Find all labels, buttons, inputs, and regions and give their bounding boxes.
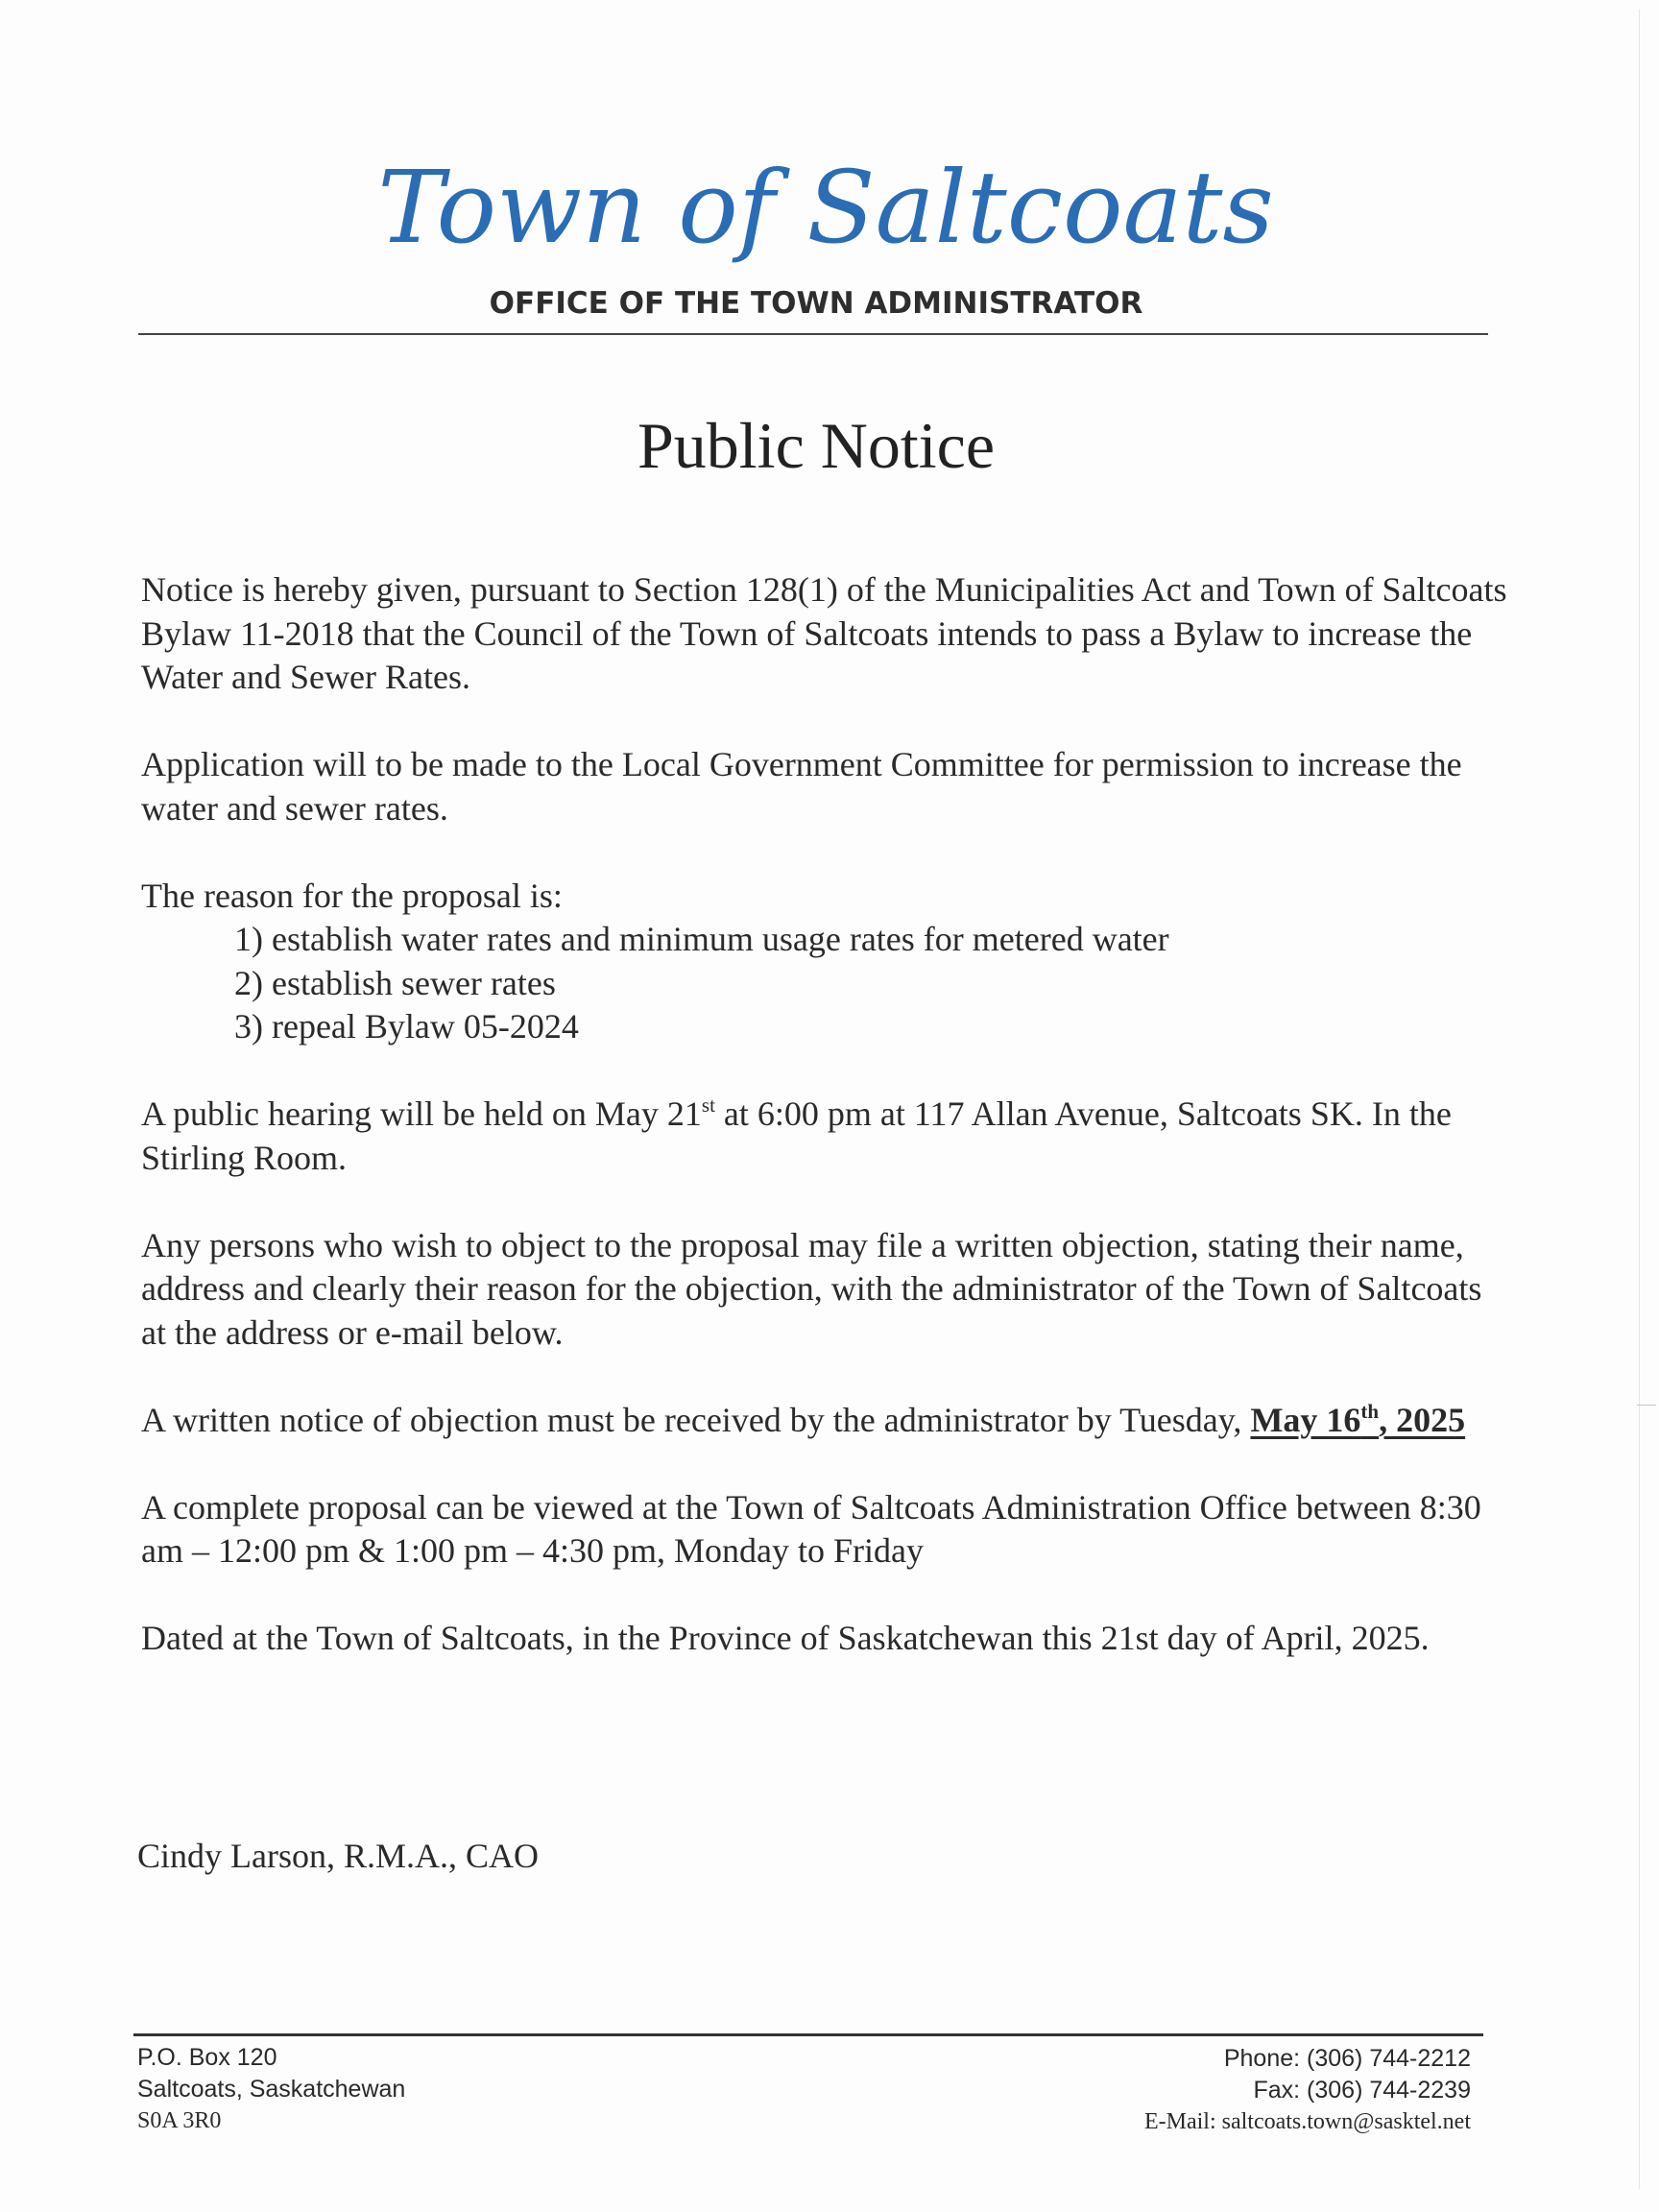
reasons-list bbox=[141, 918, 1514, 1049]
paragraph-dated: Dated at the Town of Saltcoats, in the Province of Saskatchewan this 21st day of April, 2025. bbox=[141, 1619, 1430, 1657]
deadline-date-b: , 2025 bbox=[1379, 1400, 1466, 1439]
deadline-date-a: May 16 bbox=[1250, 1400, 1361, 1439]
deadline-text: A written notice of objection must be received by the administrator by Tuesday, bbox=[141, 1400, 1251, 1439]
deadline-date-sup: th bbox=[1360, 1399, 1380, 1423]
footer-address bbox=[137, 2042, 405, 2137]
paragraph-objection: Any persons who wish to object to the proposal may file a written objection, stating their name, address and clearly their reason for the objection, with the administrator of the Town of Saltcoats at the address or e-mail below. bbox=[141, 1225, 1482, 1352]
scan-edge-line bbox=[1639, 10, 1640, 2189]
office-heading: OFFICE OF THE TOWN ADMINISTRATOR bbox=[489, 286, 1143, 321]
hearing-sup: st bbox=[701, 1094, 715, 1117]
page-title: Public Notice bbox=[637, 409, 996, 482]
reasons-section bbox=[141, 875, 1514, 1049]
logo-text: Town of Saltcoats bbox=[377, 149, 1274, 266]
paragraph-notice: Notice is hereby given, pursuant to Section 128(1) of the Municipalities Act and Town of Saltcoats Bylaw 11-2018 that the Council of the Town of Saltcoats intends to pass a Bylaw to increase the Water and Sewer Rates. bbox=[141, 570, 1507, 696]
reason-item: 3) repeal Bylaw 05-2024 bbox=[234, 1007, 579, 1046]
hearing-text-a: A public hearing will be held on May 21 bbox=[141, 1094, 702, 1133]
paragraph-viewing: A complete proposal can be viewed at the Town of Saltcoats Administration Office between 8:30 am – 12:00 pm & 1:00 pm – 4:30 pm, Monday to Friday bbox=[141, 1487, 1481, 1570]
paragraph-deadline bbox=[141, 1399, 1514, 1443]
deadline-date bbox=[1250, 1401, 1465, 1439]
footer-divider bbox=[133, 2033, 1483, 2036]
hearing-text-b: at 6:00 pm at 117 Allan Avenue, Saltcoats SK. In the Stirling Room. bbox=[141, 1094, 1452, 1177]
reason-item: 1) establish water rates and minimum usage rates for metered water bbox=[234, 920, 1169, 958]
town-logo bbox=[377, 134, 1274, 278]
paragraph-application: Application will to be made to the Local Government Committee for permission to increase the water and sewer rates. bbox=[141, 745, 1462, 828]
phone-number: Phone: (306) 744-2212 bbox=[1223, 2045, 1471, 2072]
address-line: Saltcoats, Saskatchewan bbox=[137, 2076, 406, 2103]
fax-number: Fax: (306) 744-2239 bbox=[1253, 2077, 1471, 2104]
footer-contact bbox=[1144, 2043, 1471, 2138]
reasons-intro: The reason for the proposal is: bbox=[141, 876, 563, 915]
header-divider bbox=[138, 333, 1488, 335]
scan-mark bbox=[1637, 1405, 1656, 1406]
email-address: E-Mail: saltcoats.town@sasktel.net bbox=[1143, 2109, 1471, 2134]
paragraph-hearing bbox=[141, 1093, 1514, 1180]
signature: Cindy Larson, R.M.A., CAO bbox=[137, 1837, 540, 1875]
postal-code: S0A 3R0 bbox=[137, 2108, 222, 2133]
address-line: P.O. Box 120 bbox=[137, 2044, 277, 2071]
reason-item: 2) establish sewer rates bbox=[234, 963, 556, 1002]
notice-body bbox=[141, 568, 1514, 1704]
